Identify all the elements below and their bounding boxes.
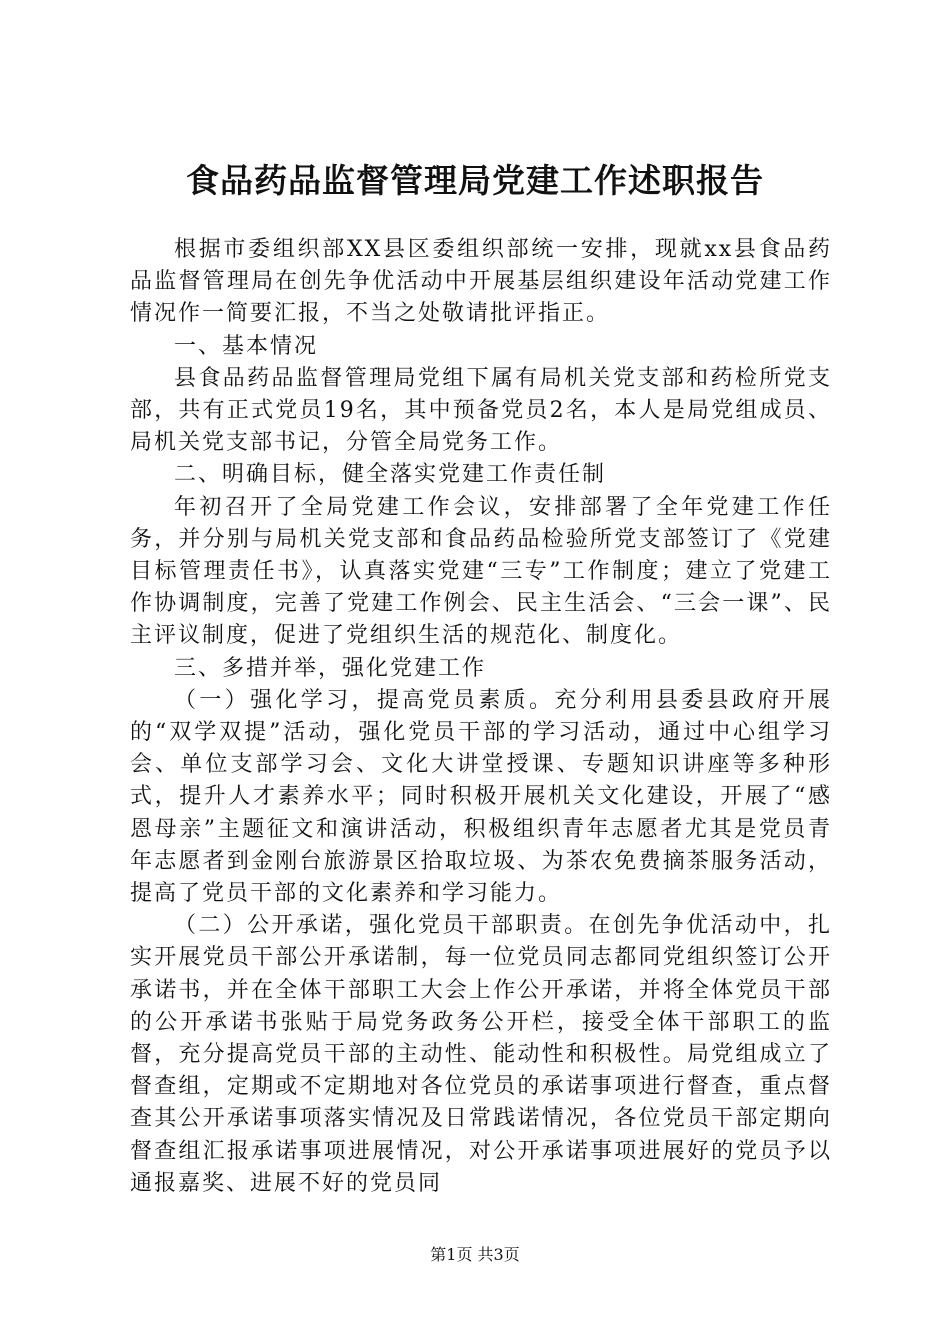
paragraph-measure-study: （一）强化学习，提高党员素质。充分利用县委县政府开展的“双学双提”活动，强化党员干部的学习活动，通过中心组学习会、单位支部学习会、文化大讲堂授课、专题知识讲座等多种形式，提升人才素养水平；同时积极开展机关文化建设，开展了“感恩母亲”主题征文和演讲活动，积极组织青年志愿者尤其是党员青年志愿者到金刚台旅游景区拾取垃圾、为茶农免费摘茶服务活动，提高了党员干部的文化素养和学习能力。	[130, 687, 832, 907]
paragraph-basic-situation: 县食品药品监督管理局党组下属有局机关党支部和药检所党支部，共有正式党员19名，其中预备党员2名，本人是局党组成员、局机关党支部书记，分管全局党务工作。	[130, 365, 832, 456]
page-number-footer: 第1页 共3页	[430, 1245, 520, 1264]
paragraph-intro: 根据市委组织部XX县区委组织部统一安排，现就xx县食品药品监督管理局在创先争优活动中开展基层组织建设年活动党建工作情况作一简要汇报，不当之处敬请批评指正。	[130, 237, 832, 327]
paragraph-goals: 年初召开了全局党建工作会议，安排部署了全年党建工作任务，并分别与局机关党支部和食品药品检验所党支部签订了《党建目标管理责任书》，认真落实党建“三专”工作制度；建立了党建工作协调制度，完善了党建工作例会、民主生活会、“三会一课”、民主评议制度，促进了党组织生活的规范化、制度化。	[130, 494, 832, 649]
section-heading-measures: 三、多措并举，强化党建工作	[174, 655, 487, 681]
document-body	[130, 234, 832, 1200]
section-heading-goals: 二、明确目标，健全落实党建工作责任制	[174, 462, 607, 488]
section-heading-basic-situation: 一、基本情况	[174, 333, 319, 359]
paragraph-measure-commitment: （二）公开承诺，强化党员干部职责。在创先争优活动中，扎实开展党员干部公开承诺制，每一位党员同志都同党组织签订公开承诺书，并在全体干部职工大会上作公开承诺，并将全体党员干部的公开承诺书张贴于局党务政务公开栏，接受全体干部职工的监督，充分提高党员干部的主动性、能动性和积极性。局党组成立了督查组，定期或不定期地对各位党员的承诺事项进行督查，重点督查其公开承诺事项落实情况及日常践诺情况，各位党员干部定期向督查组汇报承诺事项进展情况，对公开承诺事项进展好的党员予以通报嘉奖、进展不好的党员同	[130, 913, 832, 1196]
document-title: 食品药品监督管理局党建工作述职报告	[186, 161, 764, 200]
